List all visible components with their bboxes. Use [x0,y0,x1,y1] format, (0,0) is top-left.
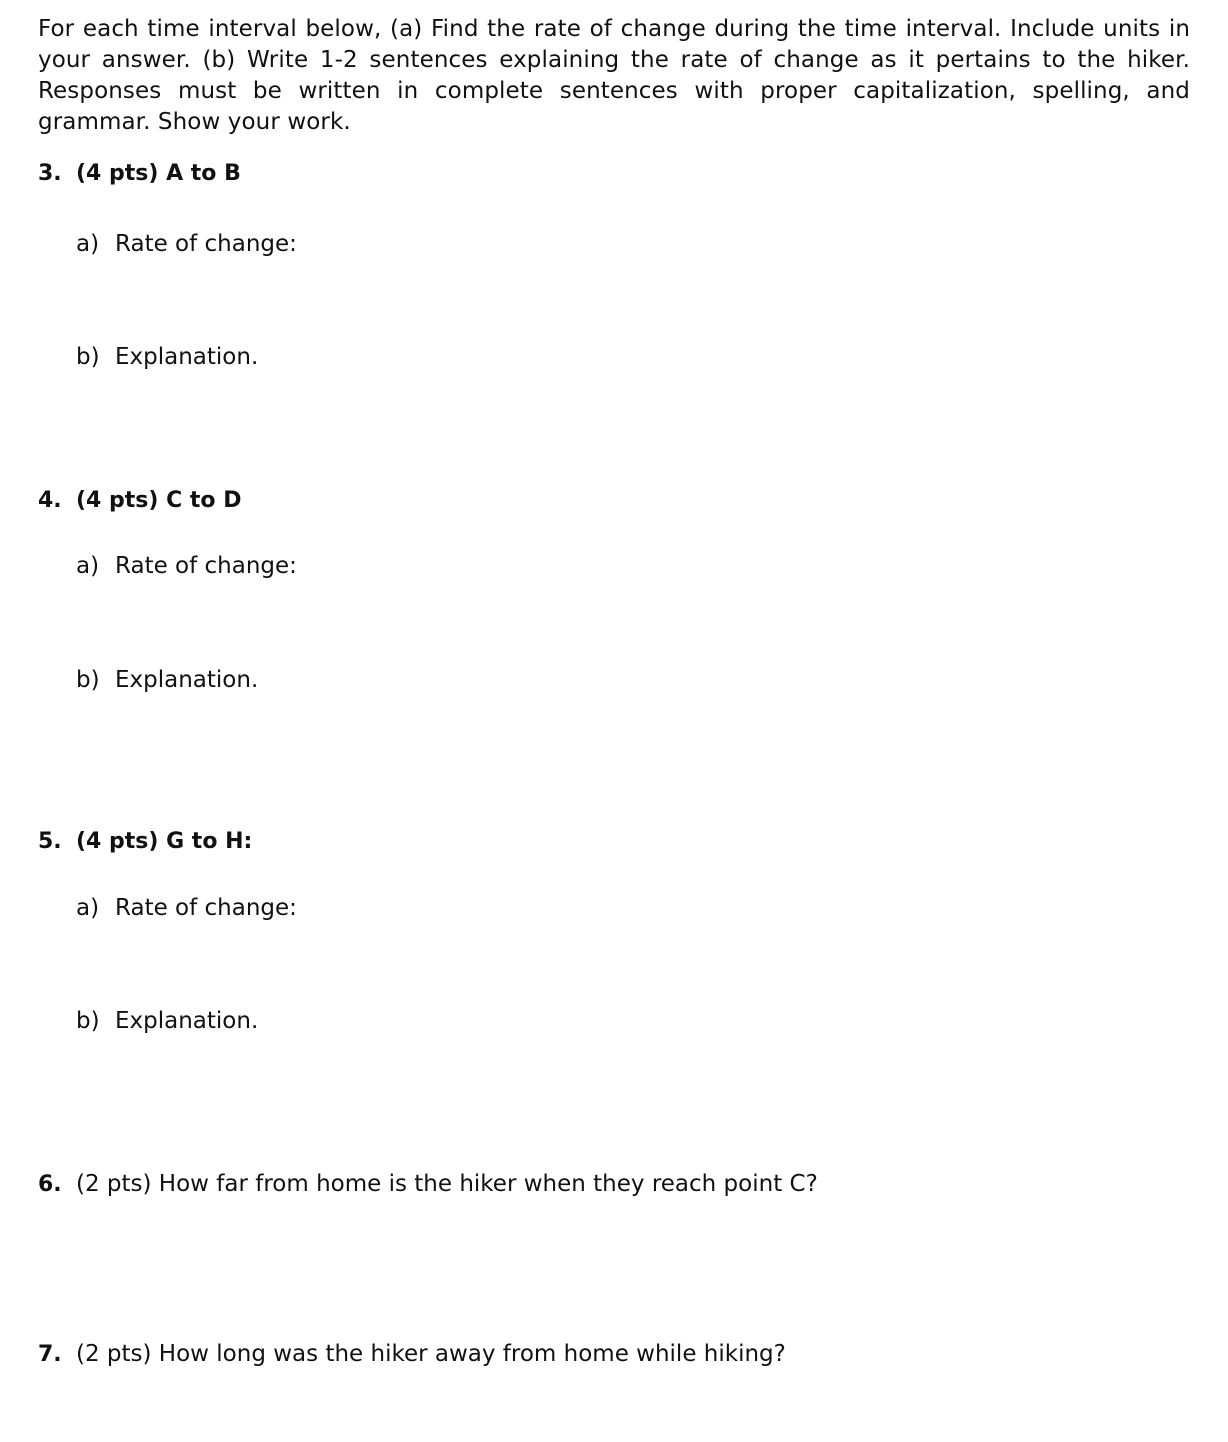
question-number: 3. [38,161,62,186]
question-number: 6. [38,1172,62,1197]
question-4-heading [38,487,241,515]
question-5-heading [38,828,252,856]
part-letter: a) [76,231,100,257]
question-number: 5. [38,829,62,854]
question-3-heading [38,160,241,188]
part-label: Explanation. [115,1008,259,1034]
part-letter: b) [76,1008,100,1034]
question-3-part-a [76,229,297,259]
question-5-part-a [76,893,297,923]
part-letter: b) [76,667,100,693]
question-title: (4 pts) G to H: [76,829,253,854]
question-title: (4 pts) C to D [76,488,242,513]
question-7-heading [38,1340,786,1369]
part-letter: a) [76,553,100,579]
question-4-part-a [76,551,297,581]
question-number: 4. [38,488,62,513]
question-5-part-b [76,1006,258,1036]
question-3-part-b [76,342,258,372]
question-title: (2 pts) How long was the hiker away from home while hiking? [76,1341,786,1367]
question-title: (4 pts) A to B [76,161,241,186]
part-label: Explanation. [115,344,259,370]
question-6-heading [38,1170,818,1199]
part-label: Explanation. [115,667,259,693]
question-4-part-b [76,665,258,695]
instructions-paragraph: For each time interval below, (a) Find the rate of change during the time interval. Include units in your answer. (b) Write 1-2 sentences explaining the rate of change as it pertains to the hiker. Responses must be written in complete sentences with proper capitalization, spelling, and grammar. Show your work. [38,16,1190,135]
part-letter: b) [76,344,100,370]
part-label: Rate of change: [115,231,297,257]
part-letter: a) [76,895,100,921]
question-title: (2 pts) How far from home is the hiker when they reach point C? [76,1171,818,1197]
part-label: Rate of change: [115,895,297,921]
question-number: 7. [38,1342,62,1367]
part-label: Rate of change: [115,553,297,579]
